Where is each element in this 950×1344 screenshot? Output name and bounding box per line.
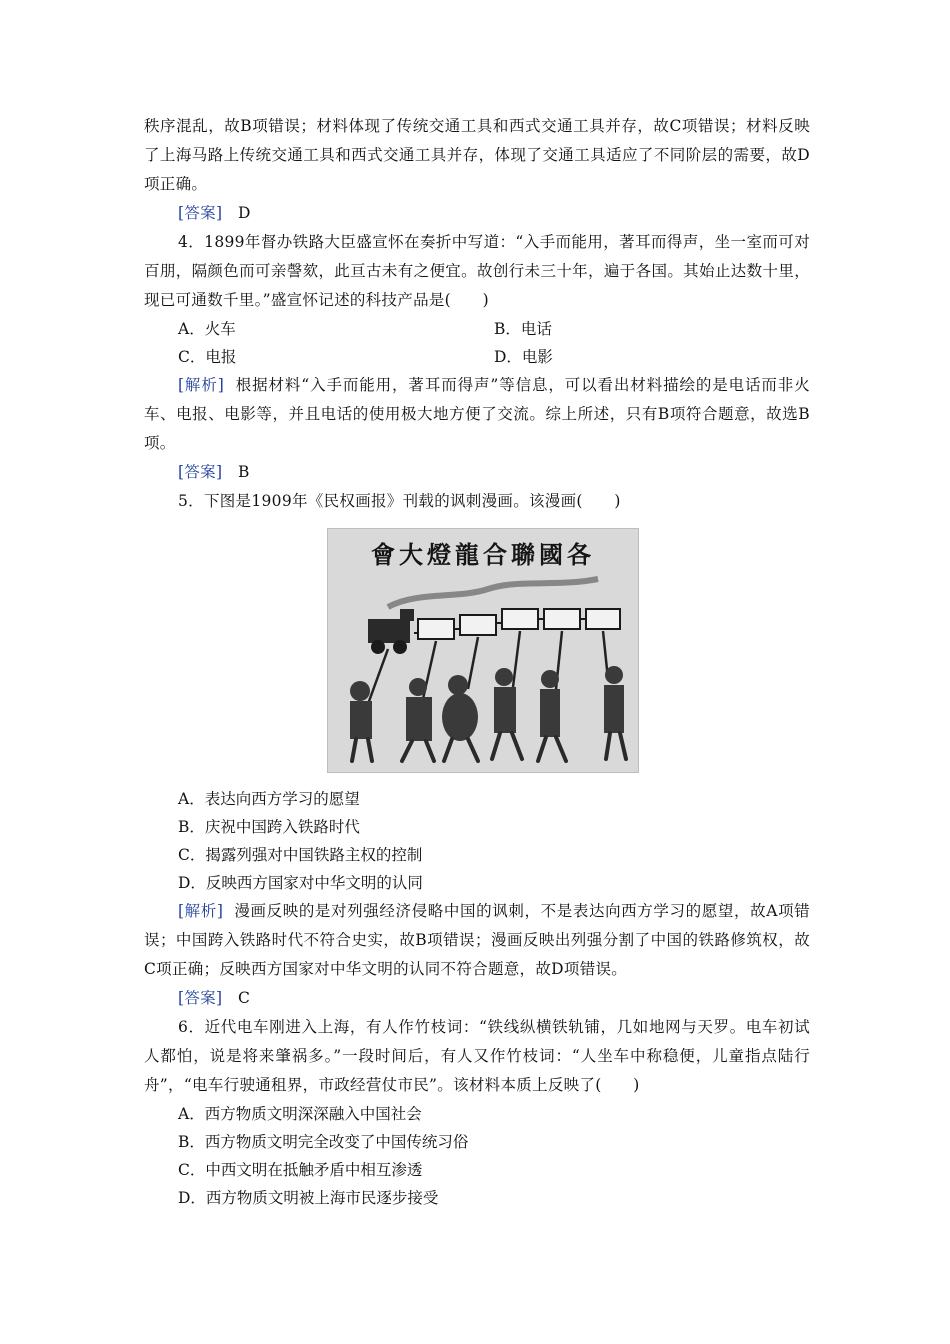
q5-option-c: C．揭露列强对中国铁路主权的控制 (178, 846, 423, 864)
answer-value: D (237, 204, 251, 222)
answer-tag: [答案] (178, 204, 223, 222)
q5-answer (144, 984, 810, 1013)
answer-tag: [答案] (178, 989, 223, 1007)
cartoon-title: 會大燈龍合聯國各 (371, 540, 595, 569)
q4-option-a: A．火车 (178, 320, 236, 338)
q4-options-row-1 (144, 315, 810, 343)
q5-analysis (144, 897, 810, 984)
answer-value: C (237, 989, 251, 1007)
q6-option-a: A．西方物质文明深深融入中国社会 (178, 1105, 422, 1123)
q5-stem: 5．下图是1909年《民权画报》刊载的讽刺漫画。该漫画( ) (178, 492, 621, 510)
document-page (144, 112, 810, 1212)
cartoon-image (327, 528, 639, 773)
q3-explanation-tail: 秩序混乱，故B项错误；材料体现了传统交通工具和西式交通工具并存，故C项错误；材料反映了上海马路上传统交通工具和西式交通工具并存，体现了交通工具适应了不同阶层的需要，故D项正确。 (144, 117, 810, 193)
q4-stem: 4．1899年督办铁路大臣盛宣怀在奏折中写道：“入手而能用，著耳而得声，坐一室而可对百朋，隔颜色而可亲謦欬，此亘古未有之便宜。故创行未三十年，遍于各国。其始止达数十里，现已可通数千里。”盛宣怀记述的科技产品是( ) (144, 233, 810, 309)
answer-tag: [答案] (178, 463, 223, 481)
analysis-tag: [解析] (178, 376, 225, 394)
q4-option-c: C．电报 (178, 348, 237, 366)
q4-answer (144, 458, 810, 487)
q6-option-b: B．西方物质文明完全改变了中国传统习俗 (178, 1133, 469, 1151)
q5-analysis-text: 漫画反映的是对列强经济侵略中国的讽刺，不是表达向西方学习的愿望，故A项错误；中国跨入铁路时代不符合史实，故B项错误；漫画反映出列强分割了中国的铁路修筑权，故C项正确；反映西方国家对中华文明的认同不符合题意，故D项错误。 (144, 902, 810, 978)
q6-option-c: C．中西文明在抵触矛盾中相互渗透 (178, 1161, 423, 1179)
answer-value: B (237, 463, 250, 481)
analysis-tag: [解析] (178, 902, 224, 920)
q5-option-d: D．反映西方国家对中华文明的认同 (178, 874, 423, 892)
q6-stem: 6．近代电车刚进入上海，有人作竹枝词：“铁线纵横铁轨铺，几如地网与天罗。电车初试人都怕，说是将来肇祸多。”一段时间后，有人又作竹枝词：“人坐车中称稳便，儿童指点陆行舟”，“电车行驶通租界，市政经营仗市民”。该材料本质上反映了( ) (144, 1018, 810, 1094)
q5-option-a: A．表达向西方学习的愿望 (178, 790, 360, 808)
q4-analysis (144, 371, 810, 458)
q4-option-d: D．电影 (494, 348, 553, 366)
q3-answer (144, 199, 810, 228)
q6-option-d: D．西方物质文明被上海市民逐步接受 (178, 1189, 439, 1207)
q4-option-b: B．电话 (494, 320, 552, 338)
q4-options-row-2 (144, 343, 810, 371)
q4-analysis-text: 根据材料“入手而能用，著耳而得声”等信息，可以看出材料描绘的是电话而非火车、电报、电影等，并且电话的使用极大地方便了交流。综上所述，只有B项符合题意，故选B项。 (144, 376, 810, 452)
q5-option-b: B．庆祝中国跨入铁路时代 (178, 818, 360, 836)
